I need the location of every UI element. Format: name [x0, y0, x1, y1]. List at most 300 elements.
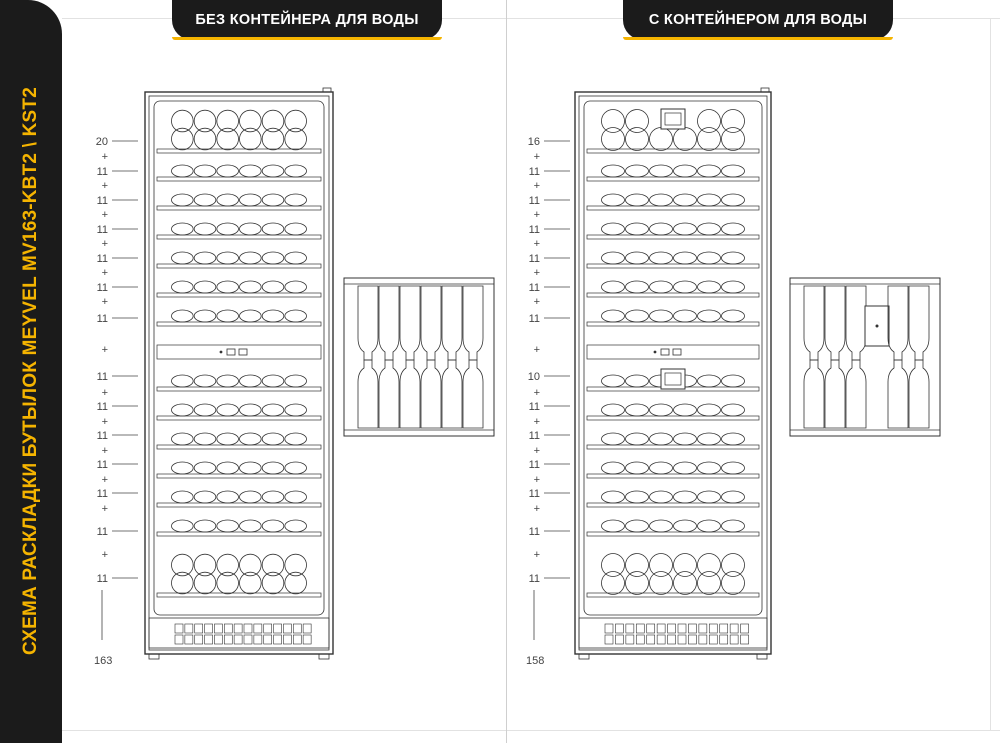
bottle: [172, 554, 194, 576]
display-dot: [654, 351, 657, 354]
bottle: [626, 433, 649, 445]
grille-slot: [214, 624, 222, 633]
grille-slot: [185, 624, 193, 633]
bottle: [240, 223, 262, 235]
bottle-side: [400, 286, 420, 360]
bottle: [674, 491, 697, 503]
cabinet-body: [145, 92, 333, 654]
bottle: [172, 572, 194, 594]
bottle: [698, 165, 721, 177]
bottle: [650, 520, 673, 532]
bottle: [602, 310, 625, 322]
bottle: [285, 433, 307, 445]
bottle: [217, 462, 239, 474]
bottle: [602, 433, 625, 445]
bottle: [285, 554, 307, 576]
grille-slot: [709, 635, 717, 644]
bottle-side: [804, 360, 824, 428]
shelf-count-label: 11: [528, 526, 540, 538]
bottle: [674, 128, 697, 151]
bottle: [722, 404, 745, 416]
bottle: [722, 128, 745, 151]
bottle: [217, 375, 239, 387]
bottle: [674, 252, 697, 264]
grille-slot: [283, 624, 291, 633]
shelf-count-label: 11: [528, 253, 540, 265]
plus-label: +: [533, 445, 540, 457]
bottle: [602, 165, 625, 177]
grille-slot: [244, 624, 252, 633]
shelf-count-label: 11: [96, 401, 108, 413]
shelf-count-label: 11: [96, 282, 108, 294]
bottle: [698, 554, 721, 577]
shelf: [157, 416, 321, 420]
shelf-count-label: 11: [96, 371, 108, 383]
bottle: [650, 281, 673, 293]
bottle: [194, 281, 216, 293]
grille-slot: [678, 624, 686, 633]
shelf-count-label: 11: [96, 253, 108, 265]
bottle: [172, 375, 194, 387]
bottle: [172, 520, 194, 532]
shelf-side-view: [344, 278, 494, 436]
bottle: [698, 404, 721, 416]
bottle: [650, 572, 673, 595]
grille-slot: [195, 624, 203, 633]
bottle: [262, 375, 284, 387]
bottle: [722, 223, 745, 235]
bottle: [194, 491, 216, 503]
wine-cabinet: [575, 88, 771, 659]
bottle: [698, 572, 721, 595]
bottle: [674, 310, 697, 322]
bottle: [674, 281, 697, 293]
bottle: [262, 252, 284, 264]
bottle: [674, 404, 697, 416]
plus-label: +: [101, 344, 108, 356]
plus-label: +: [533, 180, 540, 192]
bottle: [172, 194, 194, 206]
shelf-count-label: 11: [96, 166, 108, 178]
grille-slot: [615, 635, 623, 644]
bottle: [674, 462, 697, 474]
grille-slot: [647, 635, 655, 644]
grille-slot: [175, 635, 183, 644]
shelf: [157, 235, 321, 239]
bottle: [217, 194, 239, 206]
bottle: [172, 462, 194, 474]
bottle: [674, 433, 697, 445]
grille-slot: [234, 624, 242, 633]
display-dot: [220, 351, 223, 354]
bottle-side: [421, 360, 441, 428]
plus-label: +: [101, 267, 108, 279]
water-container: [661, 369, 685, 389]
grille-slot: [657, 624, 665, 633]
bottle: [285, 520, 307, 532]
frame-right-line: [990, 18, 991, 731]
bottle: [240, 554, 262, 576]
shelf-count-label: 11: [96, 526, 108, 538]
bottle: [240, 404, 262, 416]
shelf: [587, 445, 759, 449]
plus-label: +: [101, 209, 108, 221]
bottle: [674, 165, 697, 177]
shelf: [587, 206, 759, 210]
shelf: [587, 177, 759, 181]
bottle: [650, 433, 673, 445]
bottle: [172, 223, 194, 235]
shelf: [587, 293, 759, 297]
bottle: [285, 223, 307, 235]
bottle: [285, 128, 307, 150]
display-icon: [239, 349, 247, 355]
bottle: [172, 433, 194, 445]
bottle: [240, 128, 262, 150]
bottle: [240, 194, 262, 206]
bottle: [626, 223, 649, 235]
bottle: [626, 194, 649, 206]
grille-slot: [720, 635, 728, 644]
shelf-side-view: [790, 278, 940, 436]
bottle: [698, 223, 721, 235]
shelf-count-label: 11: [528, 430, 540, 442]
bottle: [262, 310, 284, 322]
plus-label: +: [533, 267, 540, 279]
bottle: [650, 310, 673, 322]
shelf-count-label: 11: [96, 224, 108, 236]
plus-label: +: [101, 238, 108, 250]
bottle: [602, 281, 625, 293]
bottle: [626, 572, 649, 595]
bottle-side: [421, 286, 441, 360]
bottle: [240, 281, 262, 293]
bottle: [626, 281, 649, 293]
shelf-count-label: 20: [95, 136, 108, 148]
shelf-count-label: 11: [528, 282, 540, 294]
bottle-side: [463, 360, 483, 428]
side-banner: [0, 0, 62, 743]
shelf: [157, 387, 321, 391]
grille-slot: [293, 624, 301, 633]
bottle: [194, 110, 216, 132]
bottle: [285, 404, 307, 416]
shelf: [587, 322, 759, 326]
shelf-count-label: 11: [96, 459, 108, 471]
bottle: [602, 404, 625, 416]
shelf-count-label: 11: [528, 224, 540, 236]
bottle: [262, 520, 284, 532]
grille-slot: [254, 624, 262, 633]
bottle: [262, 281, 284, 293]
bottle: [722, 375, 745, 387]
plus-label: +: [101, 151, 108, 163]
bottle-side: [888, 360, 908, 428]
bottle: [722, 520, 745, 532]
shelf: [587, 235, 759, 239]
bottle: [240, 110, 262, 132]
drawer-frame: [790, 278, 940, 436]
bottle: [626, 252, 649, 264]
bottle: [650, 491, 673, 503]
shelf-count-label: 11: [528, 459, 540, 471]
grille-slot: [699, 635, 707, 644]
bottle: [602, 194, 625, 206]
bottle: [722, 281, 745, 293]
plus-label: +: [533, 474, 540, 486]
bottle: [722, 110, 745, 133]
bottle: [722, 462, 745, 474]
bottle: [194, 462, 216, 474]
bottle: [217, 128, 239, 150]
shelf: [587, 503, 759, 507]
water-container: [661, 109, 685, 129]
bottle: [262, 554, 284, 576]
bottle: [674, 194, 697, 206]
shelf-count-label: 16: [527, 136, 540, 148]
tab-with-water-container: С КОНТЕЙНЕРОМ ДЛЯ ВОДЫ: [623, 0, 893, 40]
plus-label: +: [101, 387, 108, 399]
cabinet-glass: [154, 101, 324, 615]
grille-slot: [214, 635, 222, 644]
grille-slot: [730, 624, 738, 633]
bottle: [722, 491, 745, 503]
bottle: [217, 404, 239, 416]
bottle: [650, 194, 673, 206]
grille-slot: [678, 635, 686, 644]
bottle: [650, 128, 673, 151]
bottle: [262, 491, 284, 503]
bottle: [674, 520, 697, 532]
bottle: [194, 404, 216, 416]
layout-diagram-with-container: [507, 40, 990, 730]
grille-slot: [264, 635, 272, 644]
layout-diagram-without-container: [62, 40, 506, 730]
bottle: [626, 375, 649, 387]
grille-slot: [741, 635, 749, 644]
bottle: [262, 110, 284, 132]
bottle: [722, 165, 745, 177]
side-title: СХЕМА РАСКЛАДКИ БУТЫЛОК MEYVEL MV163-KBT2 \ KST2: [20, 87, 41, 655]
bottle: [194, 520, 216, 532]
bottle: [217, 281, 239, 293]
bottle: [698, 194, 721, 206]
bottle: [240, 433, 262, 445]
grille-slot: [293, 635, 301, 644]
bottle: [217, 520, 239, 532]
bottle: [262, 404, 284, 416]
shelf: [157, 177, 321, 181]
grille-slot: [224, 635, 232, 644]
bottle: [194, 223, 216, 235]
plus-label: +: [101, 296, 108, 308]
bottle: [626, 310, 649, 322]
plus-label: +: [533, 209, 540, 221]
grille-slot: [605, 635, 613, 644]
grille-slot: [205, 635, 213, 644]
cabinet-glass: [584, 101, 762, 615]
grille-slot: [657, 635, 665, 644]
bottle: [285, 281, 307, 293]
container-cap: [876, 325, 879, 328]
bottle: [194, 572, 216, 594]
foot: [319, 654, 329, 659]
bottle-side: [846, 286, 866, 360]
bottle: [674, 572, 697, 595]
bottle: [172, 128, 194, 150]
bottle-side: [463, 286, 483, 360]
cabinet-door-frame: [149, 96, 329, 650]
bottle: [217, 223, 239, 235]
grille-slot: [626, 624, 634, 633]
bottle: [602, 375, 625, 387]
bottle-side: [442, 286, 462, 360]
bottle: [650, 223, 673, 235]
bottle: [285, 310, 307, 322]
plus-label: +: [533, 387, 540, 399]
bottle-side: [825, 360, 845, 428]
shelf: [157, 206, 321, 210]
bottle: [194, 128, 216, 150]
bottle: [217, 433, 239, 445]
bottle: [285, 252, 307, 264]
grille-slot: [175, 624, 183, 633]
bottle: [240, 165, 262, 177]
shelf: [587, 474, 759, 478]
bottle: [698, 433, 721, 445]
shelf-count-label: 11: [528, 488, 540, 500]
drawer-frame: [344, 278, 494, 436]
bottle: [262, 572, 284, 594]
grille-slot: [699, 624, 707, 633]
plus-label: +: [101, 549, 108, 561]
bottle: [698, 462, 721, 474]
frame-bottom-line: [62, 730, 1000, 731]
grille-slot: [668, 635, 676, 644]
bottle: [626, 491, 649, 503]
shelf: [157, 445, 321, 449]
display-icon: [661, 349, 669, 355]
grille-slot: [234, 635, 242, 644]
bottle: [217, 252, 239, 264]
shelf-count-label: 11: [96, 313, 108, 325]
grille-slot: [709, 624, 717, 633]
bottle: [172, 110, 194, 132]
bottle: [194, 554, 216, 576]
bottle: [602, 491, 625, 503]
grille-slot: [274, 624, 282, 633]
bottle: [602, 554, 625, 577]
bottle: [240, 252, 262, 264]
shelf-count-label: 11: [96, 573, 108, 585]
bottle-side: [909, 286, 929, 360]
bottle-side: [379, 360, 399, 428]
grille-slot: [205, 624, 213, 633]
shelf-count-label: 11: [528, 313, 540, 325]
bottle: [698, 310, 721, 322]
bottle: [602, 223, 625, 235]
bottle: [172, 404, 194, 416]
plus-label: +: [533, 151, 540, 163]
grille-slot: [741, 624, 749, 633]
bottle-side: [909, 360, 929, 428]
bottle: [285, 462, 307, 474]
grille-slot: [720, 624, 728, 633]
bottle: [217, 554, 239, 576]
shelf-count-label: 11: [528, 195, 540, 207]
bottle: [650, 165, 673, 177]
total-count-label: 163: [94, 655, 113, 667]
bottle: [172, 491, 194, 503]
bottle: [650, 462, 673, 474]
display-icon: [673, 349, 681, 355]
grille-slot: [264, 624, 272, 633]
bottle: [217, 491, 239, 503]
grille-slot: [244, 635, 252, 644]
bottle: [194, 194, 216, 206]
shelf-count-label: 11: [96, 195, 108, 207]
plus-label: +: [101, 180, 108, 192]
grille-slot: [303, 624, 311, 633]
bottle: [602, 520, 625, 532]
bottle: [285, 110, 307, 132]
bottle: [626, 462, 649, 474]
bottle: [698, 491, 721, 503]
bottle: [172, 252, 194, 264]
bottle: [285, 491, 307, 503]
plus-label: +: [101, 503, 108, 515]
bottle: [240, 491, 262, 503]
bottle: [674, 554, 697, 577]
grille-slot: [303, 635, 311, 644]
grille-slot: [283, 635, 291, 644]
bottle: [602, 572, 625, 595]
bottle: [240, 572, 262, 594]
plus-label: +: [533, 503, 540, 515]
bottle: [240, 520, 262, 532]
bottle: [698, 520, 721, 532]
bottle: [722, 433, 745, 445]
bottle: [217, 572, 239, 594]
bottle: [626, 404, 649, 416]
shelf: [157, 474, 321, 478]
shelf-count-label: 10: [527, 371, 540, 383]
plus-label: +: [533, 416, 540, 428]
bottle-side: [358, 286, 378, 360]
grille-slot: [195, 635, 203, 644]
shelf: [157, 322, 321, 326]
grille-slot: [688, 624, 696, 633]
bottle: [194, 433, 216, 445]
shelf: [587, 416, 759, 420]
bottle-side: [804, 286, 824, 360]
plus-label: +: [533, 549, 540, 561]
bottle-side: [825, 286, 845, 360]
shelf: [157, 532, 321, 536]
grille-slot: [254, 635, 262, 644]
bottle: [626, 554, 649, 577]
shelf-count-label: 11: [528, 573, 540, 585]
foot: [579, 654, 589, 659]
bottle-side: [442, 360, 462, 428]
bottle: [194, 252, 216, 264]
bottle: [262, 223, 284, 235]
bottle: [602, 252, 625, 264]
bottle: [722, 310, 745, 322]
grille-slot: [688, 635, 696, 644]
bottle-side: [358, 360, 378, 428]
bottle: [722, 554, 745, 577]
